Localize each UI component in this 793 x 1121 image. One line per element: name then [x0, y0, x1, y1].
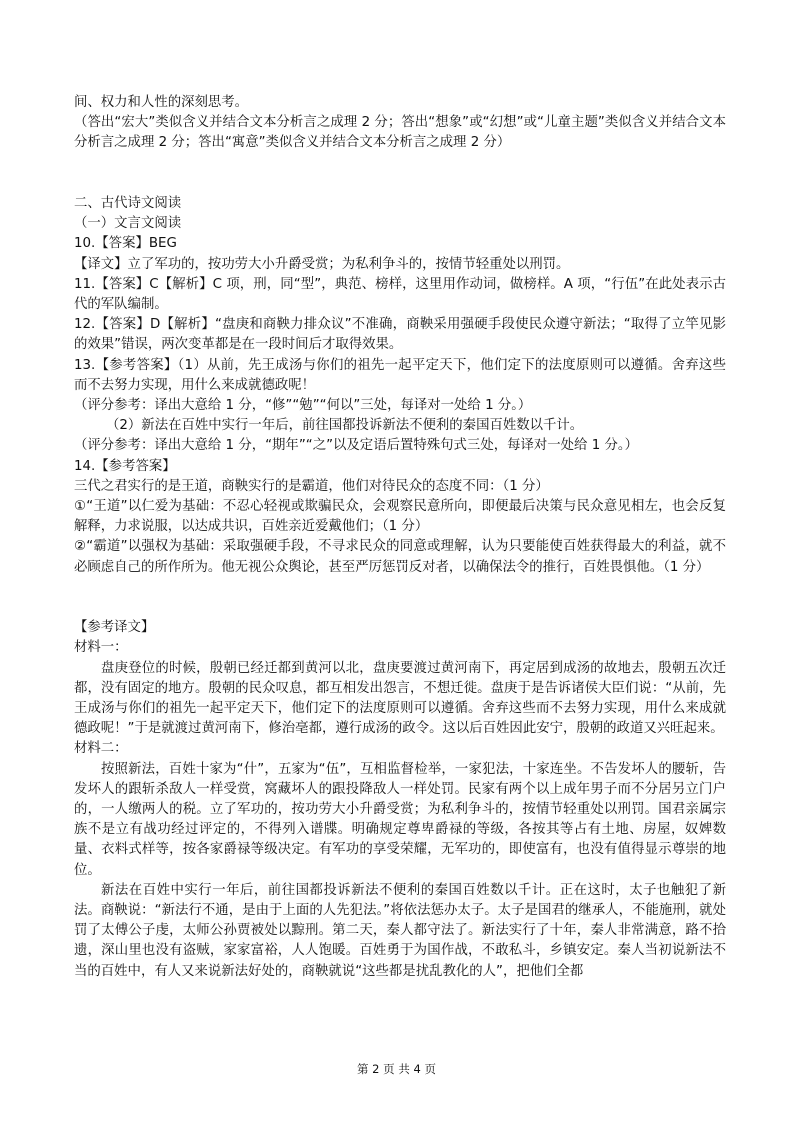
paragraph: （评分参考：译出大意给 1 分，“期年”“之”以及定语后置特殊句式三处，每译对一处给 1 分。） [74, 438, 638, 454]
paragraph: 13.【参考答案】（1）从前，先王成汤与你们的祖先一起平定天下，他们定下的法度原则可以遵循。舍弃这些而不去努力实现，用什么来成就德政呢！ [74, 357, 726, 393]
paragraph: 【参考译文】 [74, 620, 155, 636]
paragraph: 11.【答案】C【解析】C 项，刑，同“型”，典范、榜样，这里用作动词，做榜样。A 项，“行伍”在此处表示古代的军队编制。 [74, 276, 726, 312]
page-footer: 第 2 页 共 4 页 [357, 1062, 436, 1076]
paragraph: 二、古代诗文阅读 [74, 195, 182, 211]
paragraph: ②“霸道”以强权为基础：采取强硬手段，不寻求民众的同意或理解，认为只要能使百姓获得最大的利益，就不必顾虑自己的所作所为。他无视公众舆论，甚至严厉惩罚反对者，以确保法令的推行，百姓畏惧他。（1 分） [74, 539, 726, 575]
blank-line [74, 154, 726, 174]
paragraph: （评分参考：译出大意给 1 分，“修”“勉”“何以”三处，每译对一处给 1 分。） [74, 398, 532, 414]
paragraph: ①“王道”以仁爱为基础：不忍心轻视或欺骗民众，会观察民意所向，即便最后决策与民众意见相左，也会反复解释，力求说服，以达成共识，百姓亲近爱戴他们；（1 分） [74, 499, 726, 535]
paragraph: 按照新法，百姓十家为“什”，五家为“伍”，互相监督检举，一家犯法，十家连坐。不告发坏人的腰斩，告发坏人的跟斩杀敌人一样受赏，窝藏坏人的跟投降敌人一样处罚。民家有两个以上成年男子而不分居另立门户的，一人缴两人的税。立了军功的，按功劳大小升爵受赏；为私利争斗的，按情节轻重处以刑罚。国君亲属宗族不是立有战功经过评定的，不得列入谱牒。明确规定尊卑爵禄的等级，各按其等占有土地、房屋，奴婢数量、衣料式样等，按各家爵禄等级决定。有军功的享受荣耀，无军功的，即使富有，也没有值得显示尊崇的地位。 [74, 761, 726, 878]
paragraph: （2）新法在百姓中实行一年后，前往国都投诉新法不便利的秦国百姓数以千计。 [106, 418, 584, 434]
paragraph: 间、权力和人性的深刻思考。 [74, 95, 249, 110]
document-body [74, 93, 726, 982]
paragraph: 材料二： [74, 741, 128, 757]
paragraph: 新法在百姓中实行一年后，前往国都投诉新法不便利的秦国百姓数以千计。正在这时，太子也触犯了新法。商鞅说：“新法行不通，是由于上面的人先犯法。”将依法惩办太子。太子是国君的继承人，不能施刑，就处罚了太傅公子虔，太师公孙贾被处以黥刑。第二天，秦人都守法了。新法实行了十年，秦人非常满意，路不拾遗，深山里也没有盗贼，家家富裕，人人饱暖。百姓勇于为国作战，不敢私斗，乡镇安定。秦人当初说新法不当的百姓中，有人又来说新法好处的，商鞅就说“这些都是扰乱教化的人”，把他们全都 [74, 882, 726, 979]
paragraph: 14.【参考答案】 [74, 458, 176, 474]
paragraph: 【译文】立了军功的，按功劳大小升爵受赏；为私利争斗的，按情节轻重处以刑罚。 [74, 256, 570, 272]
paragraph: 10.【答案】BEG [74, 236, 177, 252]
paragraph: 材料一： [74, 640, 128, 656]
paragraph: 三代之君实行的是王道，商鞅实行的是霸道，他们对待民众的态度不同：（1 分） [74, 478, 549, 494]
paragraph: 12.【答案】D【解析】“盘庚和商鞅力排众议”不准确，商鞅采用强硬手段使民众遵守新法；“取得了立竿见影的效果”错误，两次变革都是在一段时间后才取得效果。 [74, 317, 726, 353]
paragraph: （答出“宏大”类似含义并结合文本分析言之成理 2 分；答出“想象”或“幻想”或“儿童主题”类似含义并结合文本分析言之成理 2 分；答出“寓意”类似含义并结合文本分析言之成理 2 分） [74, 115, 726, 151]
blank-line [74, 598, 726, 618]
paragraph: 盘庚登位的时候，殷朝已经迁都到黄河以北，盘庚要渡过黄河南下，再定居到成汤的故地去，殷朝五次迁都，没有固定的地方。殷朝的民众叹息，都互相发出怨言，不想迁徙。盘庚于是告诉诸侯大臣们说：“从前，先王成汤与你们的祖先一起平定天下，他们定下的法度原则可以遵循。舍弃这些而不去努力实现，用什么来成就德政呢！”于是就渡过黄河南下，修治亳都，遵行成汤的政令。这以后百姓因此安宁，殷朝的政道又兴旺起来。 [74, 660, 726, 737]
paragraph: （一）文言文阅读 [74, 216, 182, 232]
blank-line [74, 174, 726, 194]
blank-line [74, 578, 726, 598]
